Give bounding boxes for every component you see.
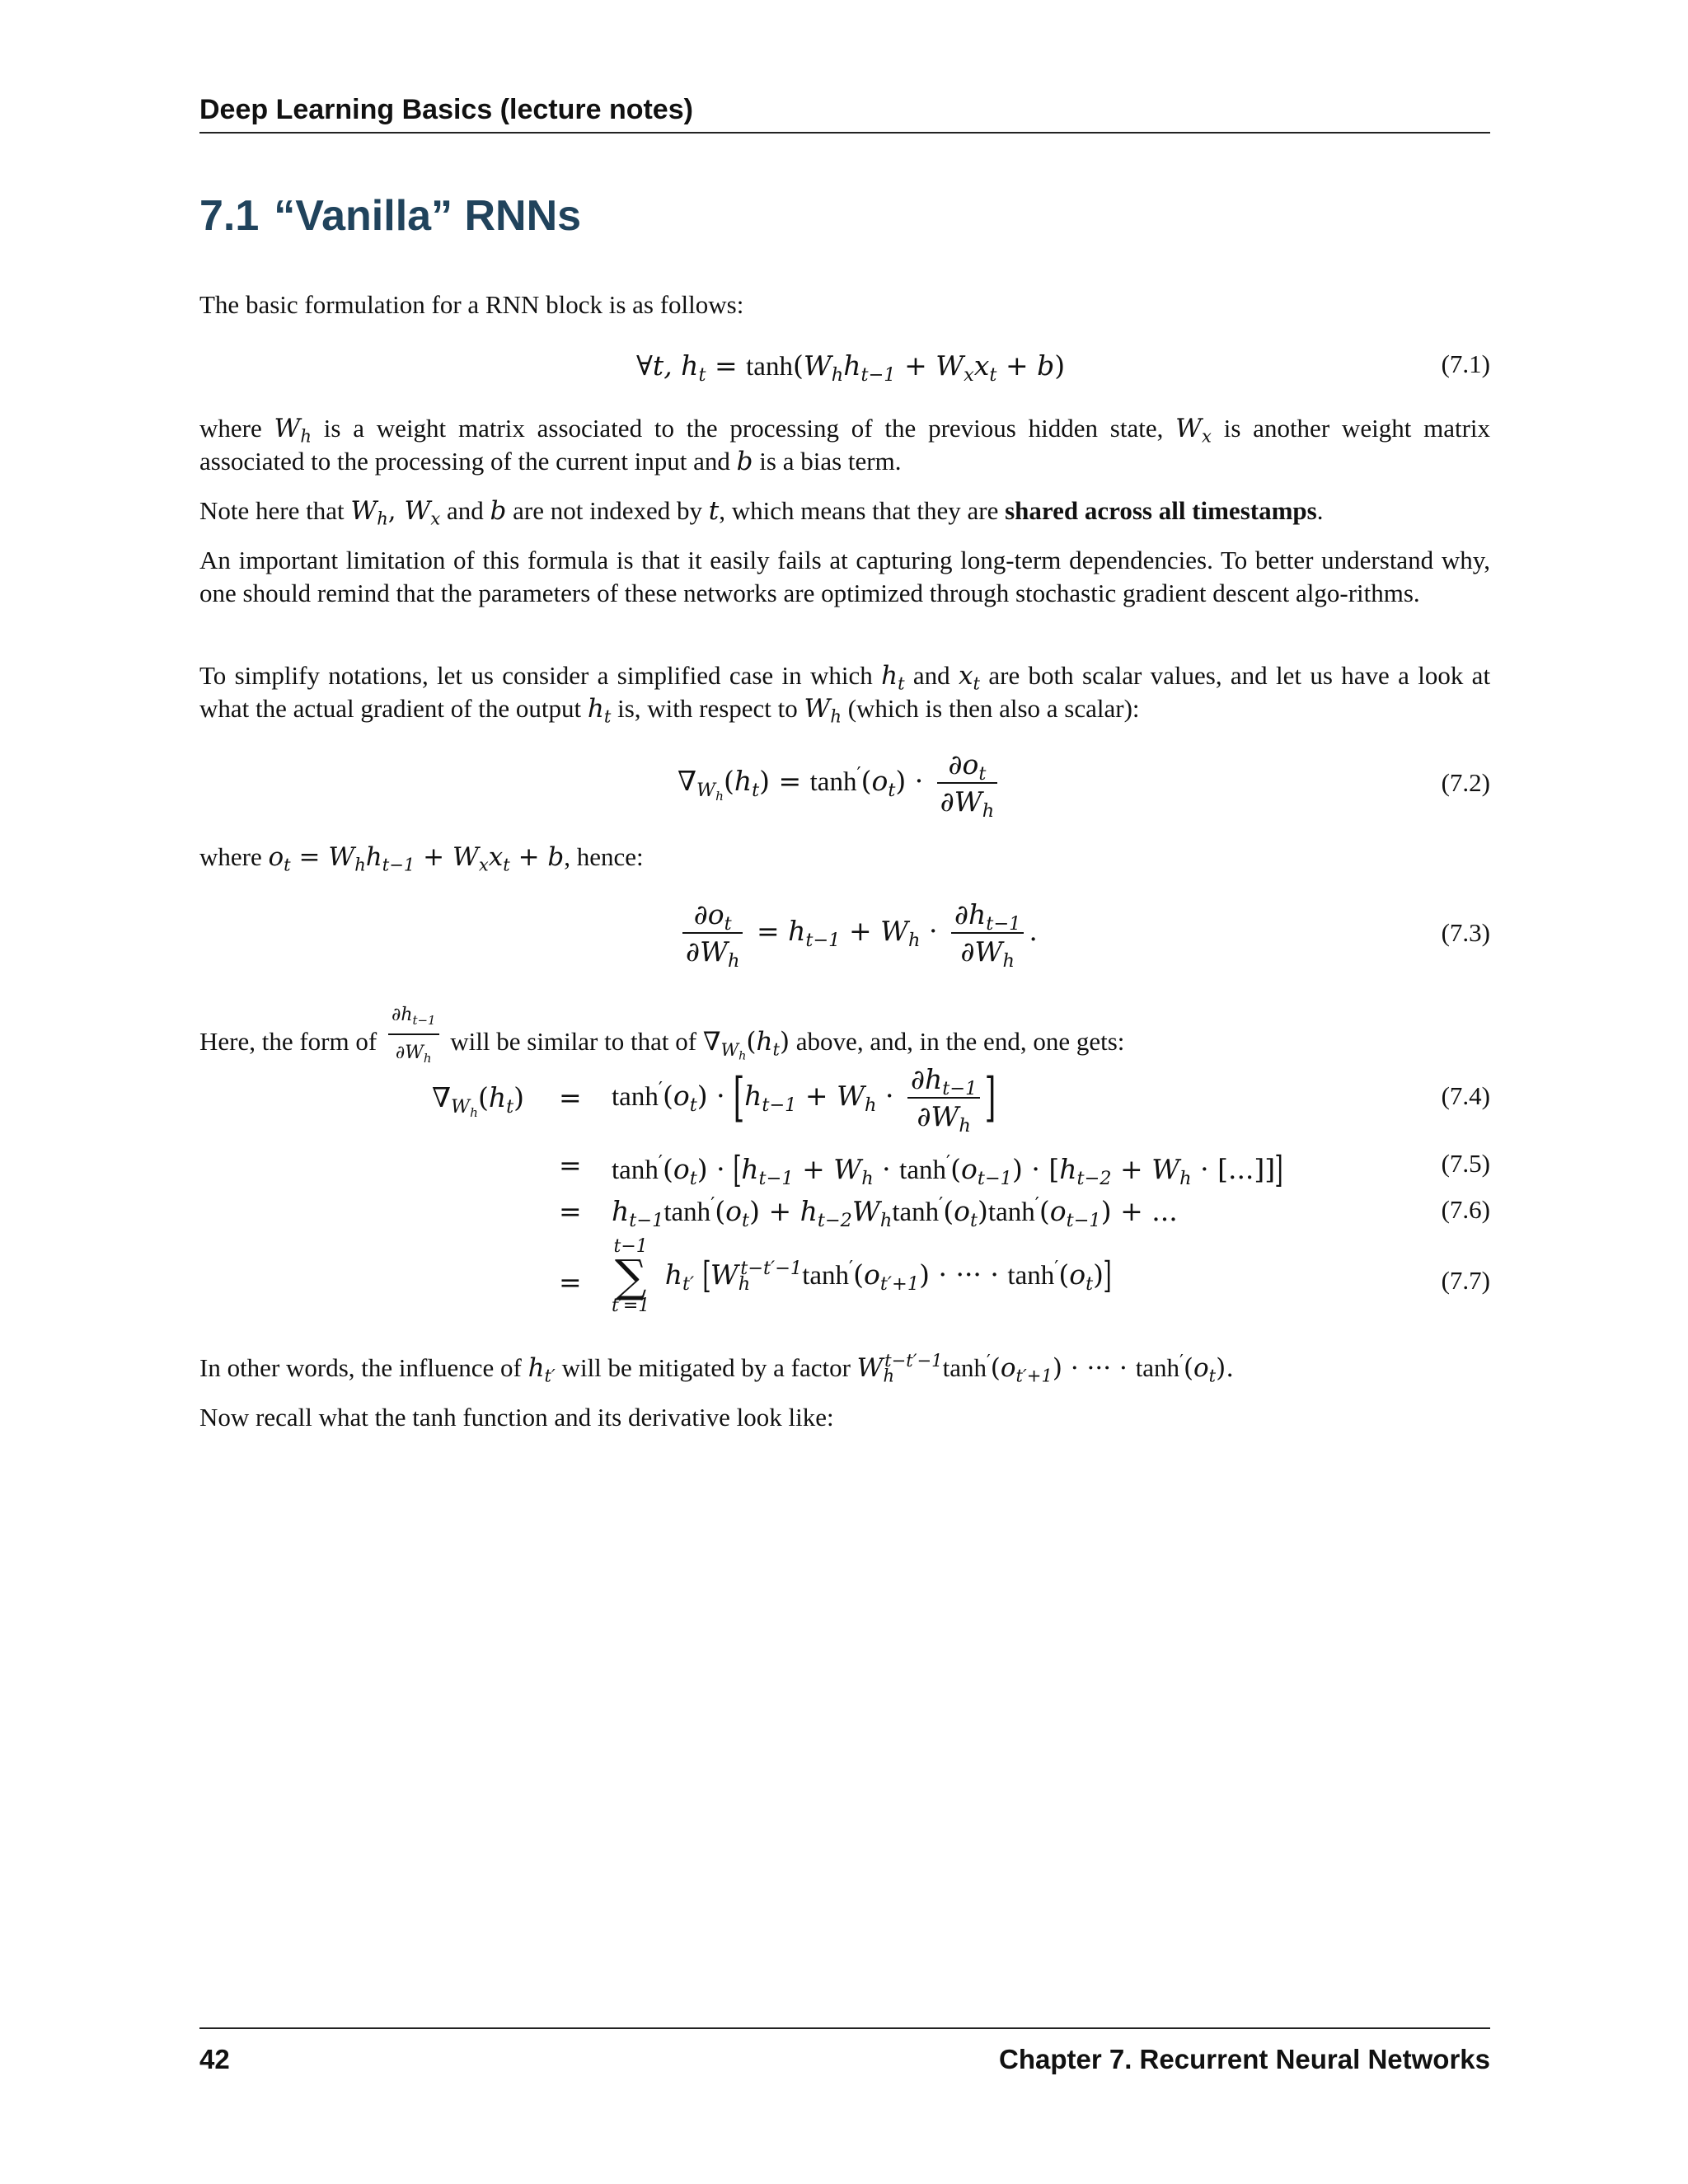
paragraph-recall: Now recall what the tanh function and its derivative look like:	[199, 1403, 834, 1432]
paragraph-where-ot: where $o_t = W_hh_{t-1} + W_xx_t + b$, hence:	[199, 842, 644, 875]
section-heading	[199, 191, 581, 241]
paragraph-intro: The basic formulation for a RNN block is as follows:	[199, 290, 744, 319]
equation-7-2: $\nabla_{W_h}(h_t) = \tanh'(o_t)$ · $\frac{\partial o_t}{\partial W_h}$ (7.2)	[678, 748, 1490, 823]
equation-number-7-4: (7.4)	[1441, 1081, 1490, 1110]
equation-number-7-6: (7.6)	[1441, 1195, 1490, 1224]
footer-chapter: Chapter 7. Recurrent Neural Networks	[998, 2044, 1490, 2074]
equation-row-7-5: = $\tanh'(o_t) \cdot [h_{t-1} + W_h \cdot \tanh'(o_{t-1}) \cdot [h_{t-2} + W_h$ · [...]]] (7.5)	[559, 1149, 1490, 1191]
section-title: “Vanilla” RNNs	[274, 192, 582, 240]
header-title: Deep Learning Basics (lecture notes)	[199, 94, 693, 125]
page-number: 42	[199, 2044, 230, 2074]
equation-number-7-2: (7.2)	[1441, 768, 1490, 797]
page: Deep Learning Basics (lecture notes) 7.1 “Vanilla” RNNs The basic formulation for a RNN block is as follows: ∀t, $h_t = \tanh(W_hh_{t-1} + W_xx_t + b)$ (7.1) where $W_h$ is a weight matrix associated to the processing of the previous hidden state, $W_x$ is another weight matrix associated to the processing of the current input and b is a bias term. Note here that $W_h$, $W_x$ and b are not indexed by t, which means that they are shared across all timestamps. An important limitation of this formula is that it easily fails at capturing long-term dependencies. To better understand why, one should remind that the parameters of these networks are optimized through stochastic gradient descent algo-rithms. To simplify notations, let us consider a simplified case in which $h_t$ and $x_t$ are both scalar values, and let us have a look at what the actual gradient of the output $h_t$ is, with respect to $W_h$ (which is then also a scalar): $\nabla_{W_h}(h_t) = \tanh'(o_t)$ · $\frac{\partial o_t}{\partial W_h}$ (7.2) where $o_t = W_hh_{t-1} + W_xx_t + b$, hence: $\frac{\partial o_t}{\partial W_h}$ = $h_{t-1} + W_h$ · $\frac{\partial h_{t-1}}{\partial W_h}$ . (7.3) Here, the form of $\frac{\partial h_{t-1}}{\partial W_h}$ will be similar to that of $\nabla_{W_h}(h_t)$ above, and, in the end, one gets: $\nabla_{W_h}(h_t)$ = $\tanh'(o_t) \cdot [h_{t-1} + W_h$ · $\frac{\partial h_{t-1}}{\partial W_h}$ ] (7.4) = $\tanh'(o_t) \cdot [h_{t-1} + W_h \cdot \tanh'(o_{t-1}) \cdot [h_{t-2} + W_h$ · [...]]] (7.5) = $h_{t-1}\tanh'(o_t) + h_{t-2}W_h\tanh'(o_t)\tanh'(o_{t-1})$ + ... (7.6) = t−1 ∑ t′=1 $h_{t'}$ [$W_h^{t-t'-1}\tanh'(o_{t'+1})$ · ··· · $\tanh'(o_t)$] (7.7) In other words, the influence of $h_{t'}$ will be mitigated by a factor $W_h^{t-t'-1}\tanh'(o_{t'+1})$ · ··· · $\tanh'(o_t)$. Now recall what the tanh function and its derivative look like: 42 Chapter 7. Recurrent Neural Networks	[0, 0, 1688, 2184]
equation-row-7-7: = t−1 ∑ t′=1 $h_{t'}$ [$W_h^{t-t'-1}\tanh'(o_{t'+1})$ · ··· · $\tanh'(o_t)$] (7.7)	[559, 1236, 1490, 1316]
paragraph-form: Here, the form of $\frac{\partial h_{t-1}}{\partial W_h}$ will be similar to that of $\nabla_{W_h}(h_t)$ above, and, in the end, one gets:	[199, 999, 1490, 1070]
paragraph-shared: Note here that $W_h$, $W_x$ and b are not indexed by t, which means that they are shared across all timestamps.	[199, 496, 1324, 529]
running-header	[199, 92, 1490, 134]
equation-array	[199, 1063, 1490, 1335]
equation-number-7-1: (7.1)	[1441, 349, 1490, 378]
paragraph-simplify: To simplify notations, let us consider a simplified case in which $h_t$ and $x_t$ are both scalar values, and let us have a look at what the actual gradient of the output $h_t$ is, with respect to $W_h$ (which is then also a scalar):	[199, 661, 1491, 727]
equation-number-7-5: (7.5)	[1441, 1149, 1490, 1178]
equation-row-7-6: = $h_{t-1}\tanh'(o_t) + h_{t-2}W_h\tanh'(o_t)\tanh'(o_{t-1})$ + ... (7.6)	[559, 1193, 1490, 1232]
equation-number-7-3: (7.3)	[1441, 918, 1490, 947]
equation-number-7-7: (7.7)	[1441, 1266, 1490, 1295]
section-number: 7.1	[199, 192, 260, 240]
equation-row-7-4: $\nabla_{W_h}(h_t)$ = $\tanh'(o_t) \cdot [h_{t-1} + W_h$ · $\frac{\partial h_{t-1}}{\partial W_h}$ ] (7.4)	[432, 1063, 1490, 1137]
paragraph-limitation: An important limitation of this formula is that it easily fails at capturing long-term dependencies. To better understand why, one should remind that the parameters of these networks are optimized through stochastic gradient descent algo-rithms.	[199, 546, 1490, 607]
paragraph-weights: where $W_h$ is a weight matrix associated to the processing of the previous hidden state, $W_x$ is another weight matrix associated to the processing of the current input and b is a bias term.	[199, 414, 1491, 476]
paragraph-mitigated: In other words, the influence of $h_{t'}$ will be mitigated by a factor $W_h^{t-t'-1}\tanh'(o_{t'+1})$ · ··· · $\tanh'(o_t)$.	[199, 1350, 1235, 1386]
equation-7-3: $\frac{\partial o_t}{\partial W_h}$ = $h_{t-1} + W_h$ · $\frac{\partial h_{t-1}}{\partial W_h}$ . (7.3)	[199, 898, 1490, 981]
page-footer	[199, 2027, 1490, 2079]
